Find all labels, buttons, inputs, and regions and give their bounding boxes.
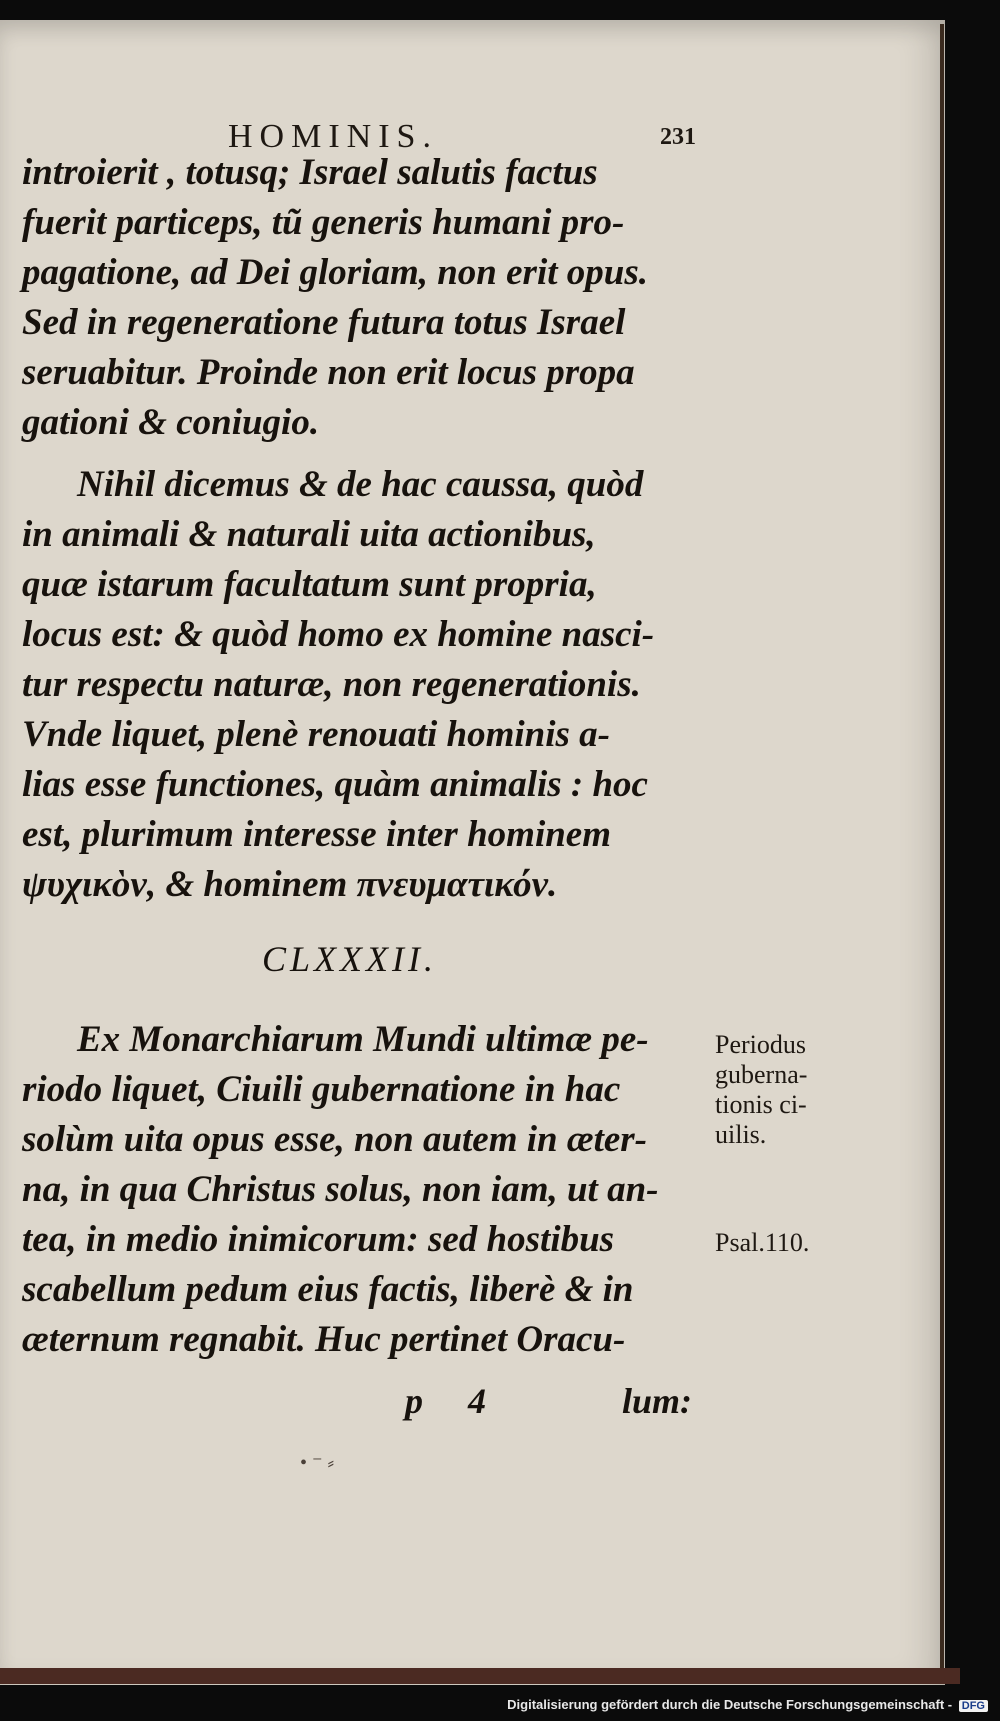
text-line: æternum regnabit. Huc pertinet Oracu-	[22, 1319, 626, 1360]
catchword: lum:	[622, 1381, 693, 1421]
text-line: ψυχικὸν, & hominem πνευματικόν.	[22, 864, 558, 905]
section-number: CLXXXII.	[262, 939, 437, 979]
paragraph-2	[22, 460, 712, 910]
margin-note-line: tionis ci-	[715, 1090, 807, 1119]
text-line: seruabitur. Proinde non erit locus propa	[22, 352, 635, 393]
text-line: tea, in medio inimicorum: sed hostibus	[22, 1219, 615, 1260]
text-line: in animali & naturali uita actionibus,	[22, 514, 596, 555]
signature-mark: p 4	[405, 1381, 504, 1421]
paragraph-3	[22, 1015, 712, 1365]
text-line: Ex Monarchiarum Mundi ultimæ pe-	[77, 1019, 649, 1060]
text-line: est, plurimum interesse inter hominem	[22, 814, 612, 855]
margin-note-line: uilis.	[715, 1120, 767, 1149]
text-line: gationi & coniugio.	[22, 402, 320, 443]
text-line: tur respectu naturæ, non regenerationis.	[22, 664, 641, 705]
text-line: introierit , totusq; Israel salutis factus	[22, 152, 598, 193]
text-line: quæ istarum facultatum sunt propria,	[22, 564, 597, 605]
page-bottom-edge	[0, 1668, 960, 1684]
folio-number: 231	[660, 124, 696, 150]
paragraph-1	[22, 148, 712, 448]
text-line: Vnde liquet, plenè renouati hominis a-	[22, 714, 610, 755]
text-line: Nihil dicemus & de hac caussa, quòd	[77, 464, 644, 505]
text-line: pagatione, ad Dei gloriam, non erit opus.	[22, 252, 648, 293]
text-line: lias esse functiones, quàm animalis : hoc	[22, 764, 648, 805]
text-line: locus est: & quòd homo ex homine nasci-	[22, 614, 655, 655]
margin-note-periodus	[715, 1030, 845, 1150]
digitization-credit	[507, 1697, 988, 1712]
margin-note-line: guberna-	[715, 1060, 808, 1089]
text-line: na, in qua Christus solus, non iam, ut an-	[22, 1169, 659, 1210]
credit-text: Digitalisierung gefördert durch die Deutsche Forschungsgemeinschaft -	[507, 1697, 953, 1712]
margin-note-psalm	[715, 1228, 845, 1258]
text-line: scabellum pedum eius factis, liberè & in	[22, 1269, 634, 1310]
text-line: solùm uita opus esse, non autem in æter-	[22, 1119, 648, 1160]
text-line: fuerit particeps, tũ generis humani pro-	[22, 202, 625, 243]
page-footer	[0, 1380, 945, 1430]
running-head: HOMINIS.	[228, 118, 438, 155]
dfg-logo: DFG	[959, 1700, 988, 1712]
margin-note-line: Periodus	[715, 1030, 806, 1059]
margin-note-line: Psal.110.	[715, 1228, 810, 1257]
ink-smudge: • ⁻ ⸗	[300, 1452, 335, 1474]
text-line: riodo liquet, Ciuili gubernatione in hac	[22, 1069, 621, 1110]
text-line: Sed in regeneratione futura totus Israel	[22, 302, 626, 343]
